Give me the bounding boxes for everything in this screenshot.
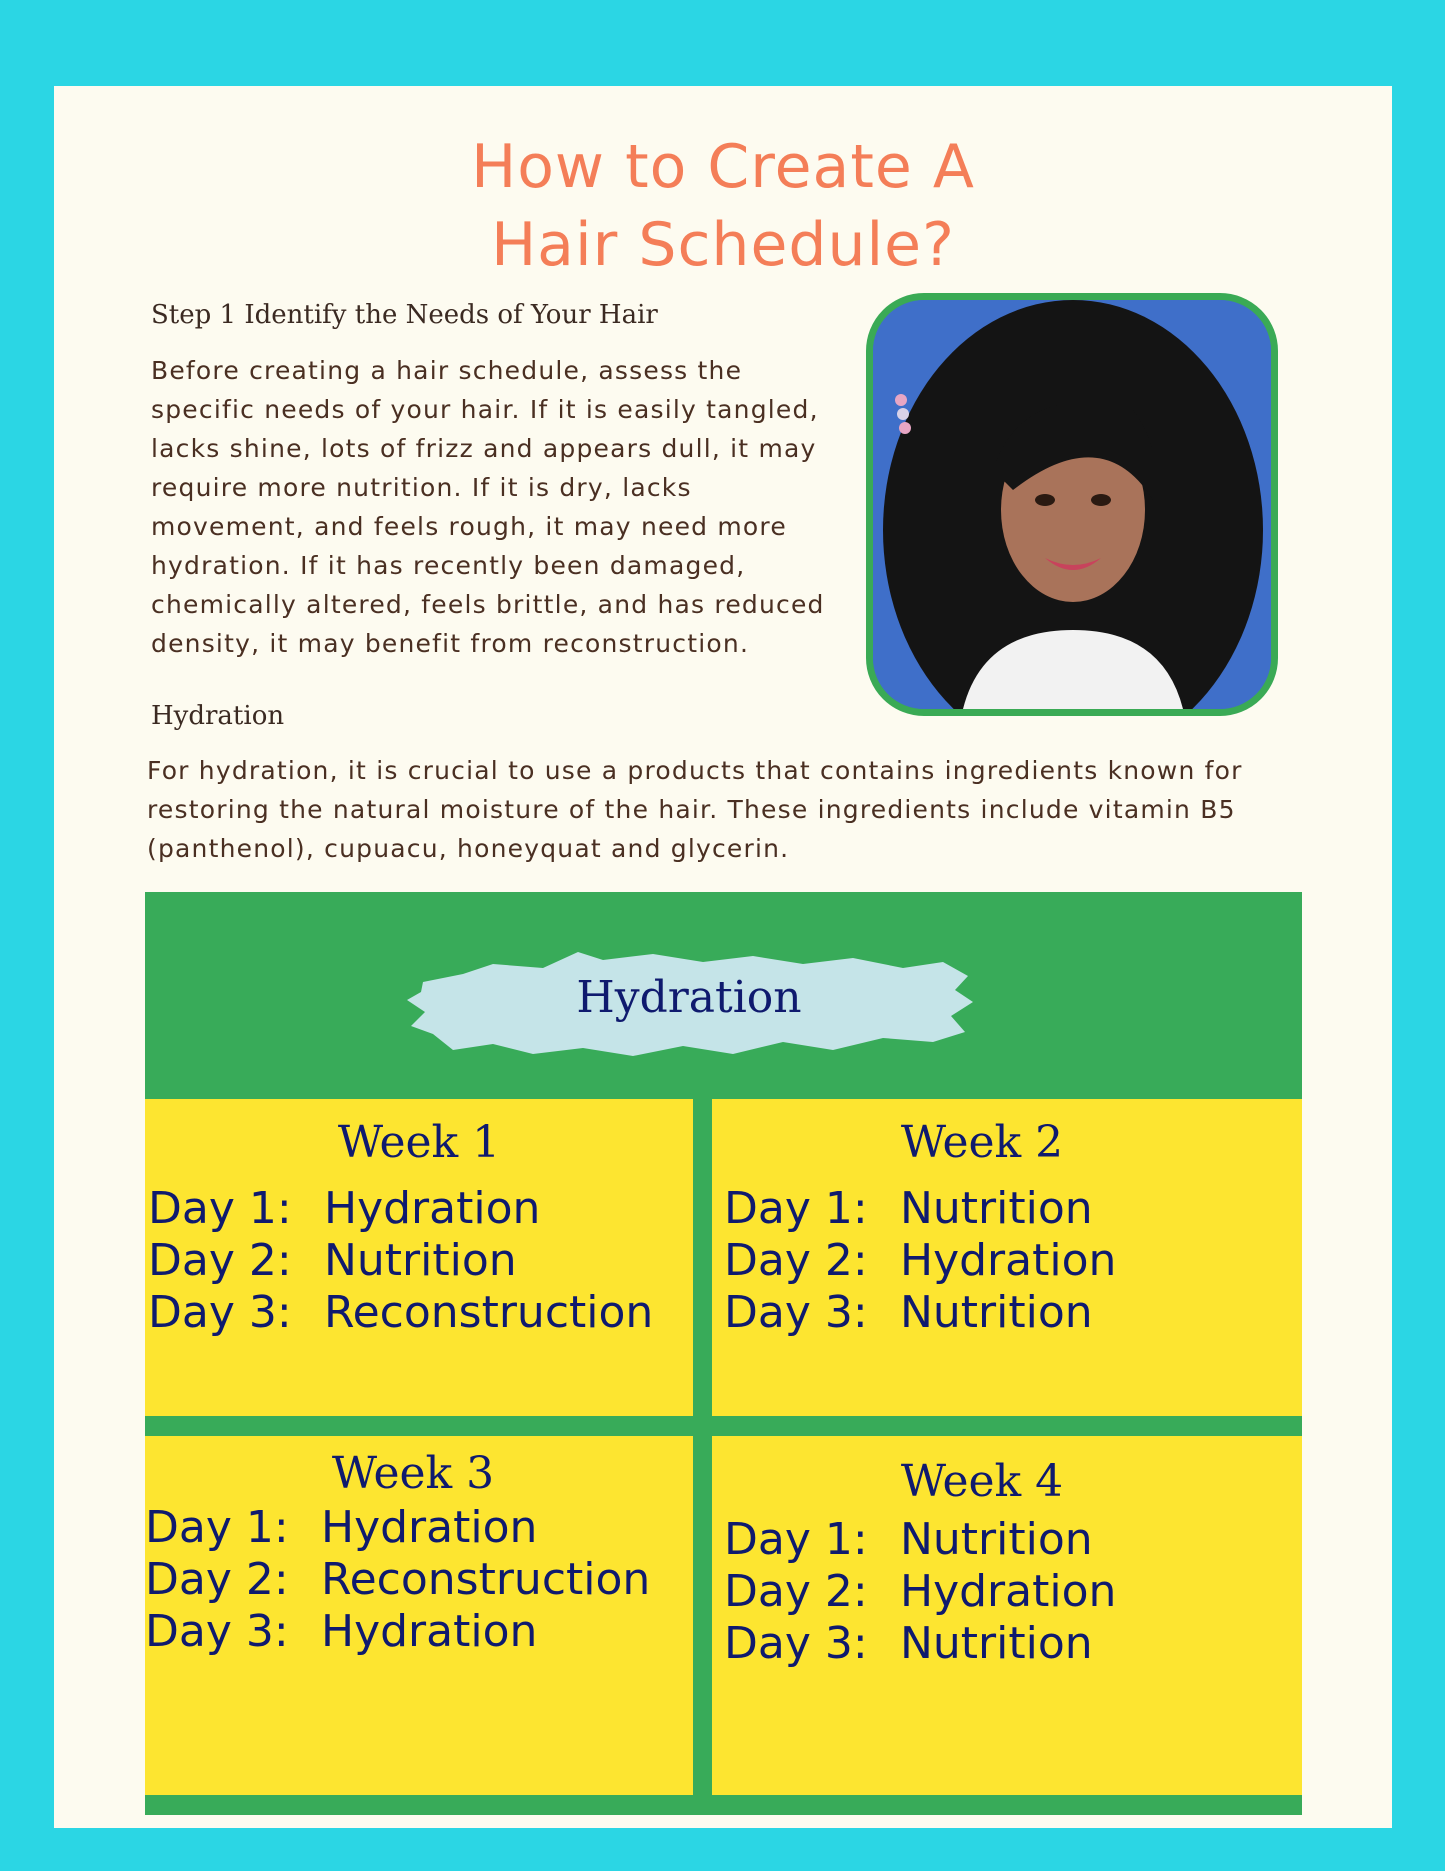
day-treatment: Hydration	[324, 1183, 541, 1234]
day-label: Day 3:	[145, 1606, 289, 1657]
day-item	[724, 1514, 1116, 1566]
title-line-2: Hair Schedule?	[491, 210, 955, 280]
day-item	[145, 1606, 650, 1658]
day-label: Day 2:	[148, 1235, 292, 1286]
portrait-photo	[866, 293, 1278, 716]
day-label: Day 1:	[724, 1514, 868, 1565]
schedule-banner	[403, 942, 975, 1062]
day-treatment: Nutrition	[900, 1183, 1093, 1234]
week-3-card	[145, 1436, 693, 1795]
day-treatment: Hydration	[321, 1606, 538, 1657]
day-list	[724, 1183, 1116, 1339]
day-treatment: Nutrition	[324, 1235, 517, 1286]
hydration-paragraph: For hydration, it is crucial to use a products that contains ingredients known for restoring the natural moisture of the hair. These ingredients include vitamin B5 (panthenol), cupuacu, honeyquat and glycerin.	[147, 756, 1243, 863]
week-title: Week 3	[331, 1448, 495, 1499]
day-treatment: Reconstruction	[321, 1554, 651, 1605]
day-treatment: Nutrition	[900, 1514, 1093, 1565]
week-title: Week 4	[900, 1456, 1064, 1507]
day-treatment: Hydration	[900, 1566, 1117, 1617]
day-treatment: Hydration	[900, 1235, 1117, 1286]
day-label: Day 1:	[145, 1502, 289, 1553]
page-title	[54, 128, 1392, 284]
week-4-card	[712, 1436, 1302, 1795]
week-2-card	[712, 1099, 1302, 1416]
day-label: Day 3:	[148, 1287, 292, 1338]
day-label: Day 1:	[724, 1183, 868, 1234]
day-item	[148, 1235, 653, 1287]
hydration-schedule	[145, 892, 1302, 1815]
week-title: Week 1	[337, 1117, 501, 1168]
day-treatment: Nutrition	[900, 1618, 1093, 1669]
day-list	[145, 1502, 650, 1658]
day-label: Day 3:	[724, 1287, 868, 1338]
day-item	[145, 1554, 650, 1606]
day-treatment: Nutrition	[900, 1287, 1093, 1338]
document-page	[54, 86, 1392, 1828]
day-item	[724, 1183, 1116, 1235]
step-1-paragraph: Before creating a hair schedule, assess the specific needs of your hair. If it is easily tangled, lacks shine, lots of frizz and appears dull, it may require more nutrition. If it is dry, lacks movement, and feels rough, it may need more hydration. If it has recently been damaged, chemically altered, feels brittle, and has reduced density, it may benefit from reconstruction.	[151, 356, 825, 658]
day-label: Day 1:	[148, 1183, 292, 1234]
day-list	[724, 1514, 1116, 1670]
day-treatment: Hydration	[321, 1502, 538, 1553]
schedule-banner-label: Hydration	[576, 972, 802, 1023]
day-item	[145, 1502, 650, 1554]
day-treatment: Reconstruction	[324, 1287, 654, 1338]
day-item	[148, 1183, 653, 1235]
portrait-illustration	[873, 300, 1271, 709]
day-label: Day 2:	[145, 1554, 289, 1605]
day-item	[148, 1287, 653, 1339]
day-label: Day 3:	[724, 1618, 868, 1669]
step-1-heading: Step 1 Identify the Needs of Your Hair	[151, 300, 658, 330]
day-item	[724, 1566, 1116, 1618]
week-title: Week 2	[900, 1117, 1064, 1168]
day-label: Day 2:	[724, 1566, 868, 1617]
day-label: Day 2:	[724, 1235, 868, 1286]
day-item	[724, 1618, 1116, 1670]
day-item	[724, 1287, 1116, 1339]
title-line-1: How to Create A	[471, 132, 975, 202]
week-1-card	[145, 1099, 693, 1416]
day-list	[148, 1183, 653, 1339]
day-item	[724, 1235, 1116, 1287]
hydration-heading: Hydration	[151, 701, 285, 731]
